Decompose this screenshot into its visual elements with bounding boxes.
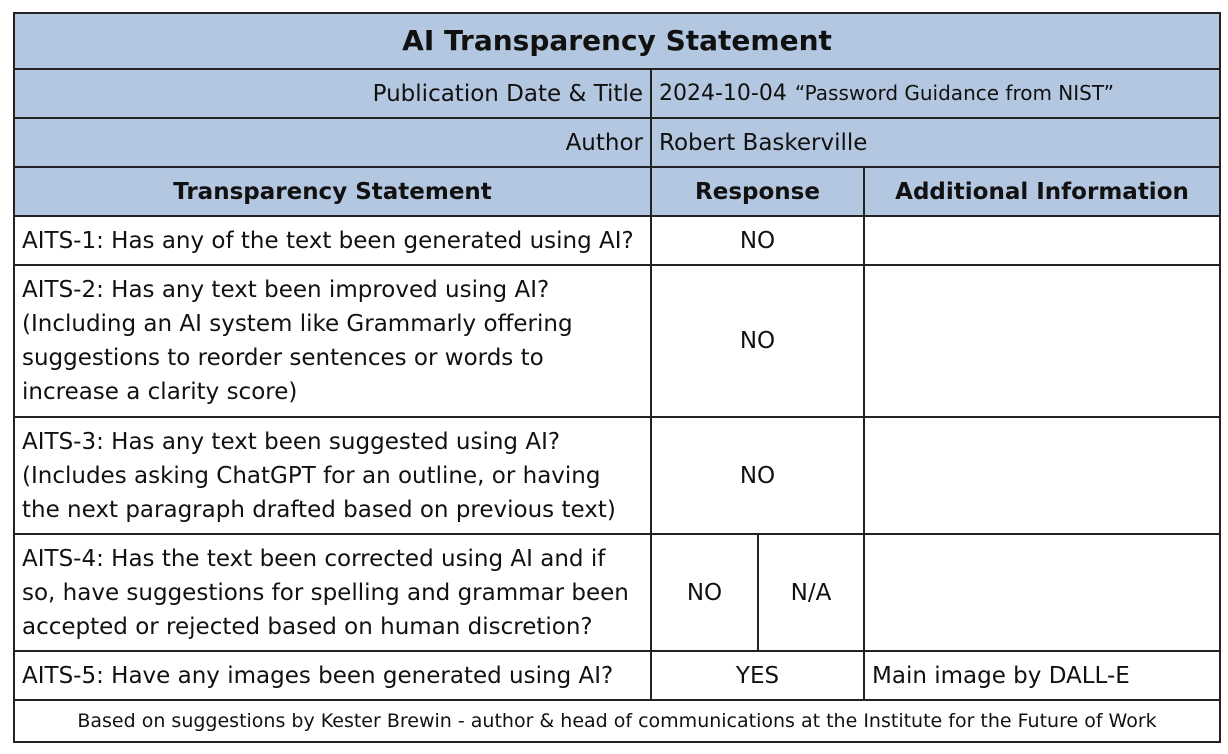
question-cell: AITS-5: Have any images been generated using AI? <box>14 651 651 700</box>
table-row <box>14 216 1220 265</box>
info-cell: Main image by DALL-E <box>864 651 1220 700</box>
table-row <box>14 534 1220 651</box>
question-cell: AITS-3: Has any text been suggested using AI? (Includes asking ChatGPT for an outline, or having the next paragraph drafted based on previous text) <box>14 417 651 534</box>
table-row <box>14 417 1220 534</box>
question-cell: AITS-4: Has the text been corrected using AI and if so, have suggestions for spelling and grammar been accepted or rejected based on human discretion? <box>14 534 651 651</box>
info-cell <box>864 265 1220 417</box>
info-cell <box>864 417 1220 534</box>
table-title: AI Transparency Statement <box>14 13 1220 69</box>
response-cell: NO <box>651 417 864 534</box>
response-cell: NO <box>651 265 864 417</box>
author-row <box>14 118 1220 167</box>
publication-row <box>14 69 1220 118</box>
publication-label: Publication Date & Title <box>14 69 651 118</box>
column-header-additional: Additional Information <box>864 167 1220 216</box>
table-row <box>14 651 1220 700</box>
column-header-response: Response <box>651 167 864 216</box>
table-row <box>14 265 1220 417</box>
title-row <box>14 13 1220 69</box>
response-cell: YES <box>651 651 864 700</box>
publication-value <box>651 69 1220 118</box>
response-cell: NO <box>651 534 758 651</box>
footer-note: Based on suggestions by Kester Brewin - author & head of communications at the Institute for the Future of Work <box>14 700 1220 742</box>
info-cell <box>864 216 1220 265</box>
response-cell: NO <box>651 216 864 265</box>
ai-transparency-table <box>13 12 1221 743</box>
question-cell: AITS-1: Has any of the text been generated using AI? <box>14 216 651 265</box>
publication-date: 2024-10-04 <box>659 81 787 106</box>
author-label: Author <box>14 118 651 167</box>
column-header-row <box>14 167 1220 216</box>
response-secondary-cell: N/A <box>758 534 864 651</box>
footer-row <box>14 700 1220 742</box>
question-cell: AITS-2: Has any text been improved using AI? (Including an AI system like Grammarly offering suggestions to reorder sentences or words to increase a clarity score) <box>14 265 651 417</box>
column-header-statement: Transparency Statement <box>14 167 651 216</box>
info-cell <box>864 534 1220 651</box>
publication-title: “Password Guidance from NIST” <box>794 81 1114 105</box>
author-value: Robert Baskerville <box>651 118 1220 167</box>
